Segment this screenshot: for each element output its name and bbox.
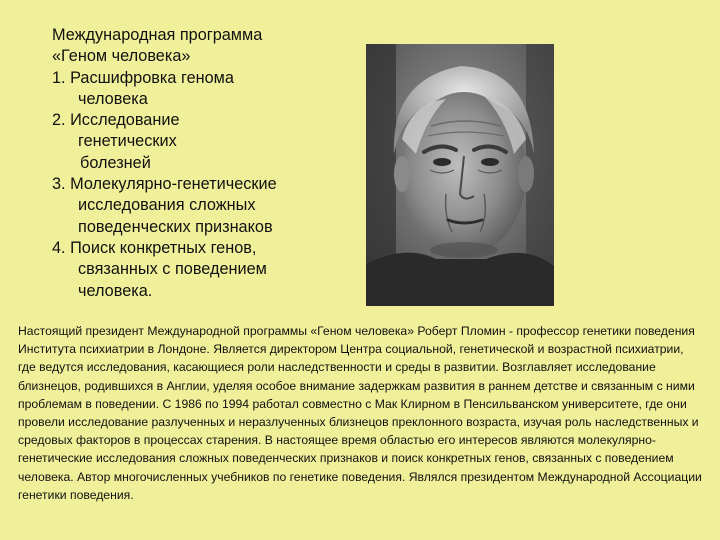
portrait-photo-icon (366, 44, 554, 306)
list-item-3-line-2: исследования сложных (78, 196, 256, 215)
program-list (52, 25, 352, 302)
list-item-2-line-2: генетических (78, 132, 177, 151)
list-item-1-line-1: 1. Расшифровка генома (52, 68, 234, 87)
list-item-3-line-3: поведенческих признаков (78, 217, 273, 236)
biography-paragraph: Настоящий президент Международной программы «Геном человека» Роберт Пломин - профессор генетики поведения Института психиатрии в Лондоне. Является директором Центра социальной, генетической и возрастной психиатрии, где ведутся исследования, касающиеся роли наследственности и среды в развитии. Возглавляет исследование близнецов, родившихся в Англии, уделяя особое внимание задержкам развития в раннем детстве и связанным с ними проблемам в поведении. С 1986 по 1994 работал совместно с Мак Клирном в Пенсильванском университете, где они провели исследование разлученных и неразлученных близнецов преклонного возраста, изучая роль наследственных и средовых факторов в процессах старения. В настоящее время областью его интересов являются молекулярно-генетические исследования сложных поведенческих признаков и поиск конкретных генов, связанных с поведением человека. Автор многочисленных учебников по генетике поведения. Являлся президентом Международной Ассоциации генетики поведения. (18, 324, 702, 502)
list-item-4-line-1: 4. Поиск конкретных генов, (52, 238, 257, 257)
program-title-line-2: «Геном человека» (52, 47, 191, 66)
list-item-2-line-3: болезней (80, 153, 151, 172)
list-item-3-line-1: 3. Молекулярно-генетические (52, 175, 277, 194)
list-item-4-line-3: человека. (78, 281, 153, 300)
biography-text (18, 322, 702, 504)
portrait-photo (366, 44, 554, 306)
list-item-1-line-2: человека (78, 89, 148, 108)
program-title-line-1: Международная программа (52, 26, 263, 44)
list-item-4-line-2: связанных с поведением (78, 260, 267, 279)
list-item-2-line-1: 2. Исследование (52, 111, 180, 130)
